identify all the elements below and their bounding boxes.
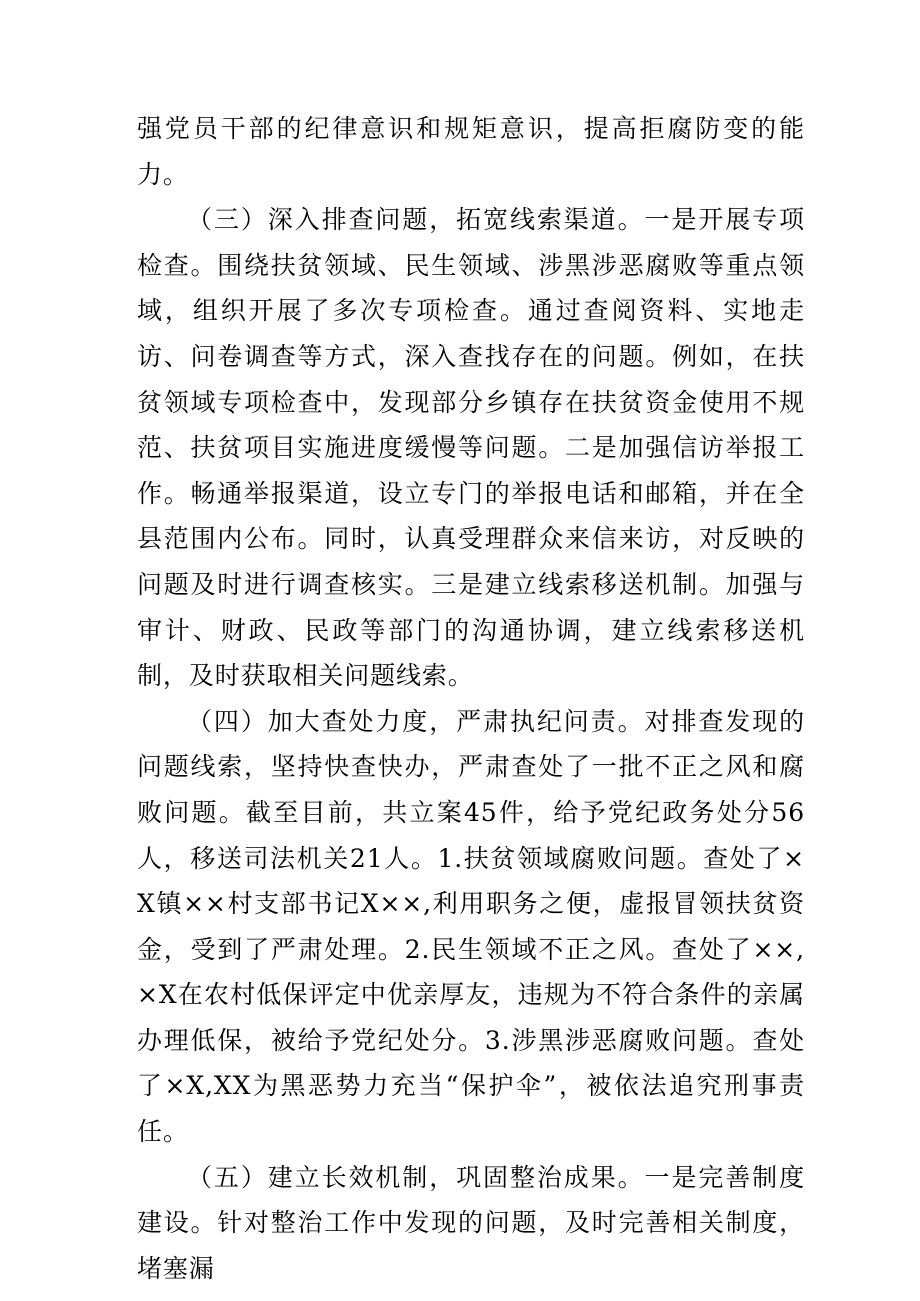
paragraph-section-4: （四）加大查处力度，严肃执纪问责。对排查发现的问题线索，坚持快查快办，严肃查处了一批不正之风和腐败问题。截至目前，共立案45件，给予党纪政务处分56人，移送司法机关21人。1.扶贫领域腐败问题。查处了×X镇××村支部书记X××,利用职务之便，虚报冒领扶贫资金，受到了严肃处理。2.民生领域不正之风。查处了××,×X在农村低保评定中优亲厚友，违规为不符合条件的亲属办理低保，被给予党纪处分。3.涉黑涉恶腐败问题。查处了×X,XX为黑恶势力充当“保护伞”，被依法追究刑事责任。 <box>137 706 805 1147</box>
document-body <box>137 106 805 1291</box>
paragraph-section-5: （五）建立长效机制，巩固整治成果。一是完善制度建设。针对整治工作中发现的问题，及时完善相关制度，堵塞漏 <box>137 1162 805 1283</box>
paragraph-continued: 强党员干部的纪律意识和规矩意识，提高拒腐防变的能力。 <box>137 114 805 189</box>
paragraph-section-3: （三）深入排查问题，拓宽线索渠道。一是开展专项检查。围绕扶贫领域、民生领域、涉黑涉恶腐败等重点领域，组织开展了多次专项检查。通过查阅资料、实地走访、问卷调查等方式，深入查找存在的问题。例如，在扶贫领域专项检查中，发现部分乡镇存在扶贫资金使用不规范、扶贫项目实施进度缓慢等问题。二是加强信访举报工作。畅通举报渠道，设立专门的举报电话和邮箱，并在全县范围内公布。同时，认真受理群众来信来访，对反映的问题及时进行调查核实。三是建立线索移送机制。加强与审计、财政、民政等部门的沟通协调，建立线索移送机制，及时获取相关问题线索。 <box>137 205 805 691</box>
